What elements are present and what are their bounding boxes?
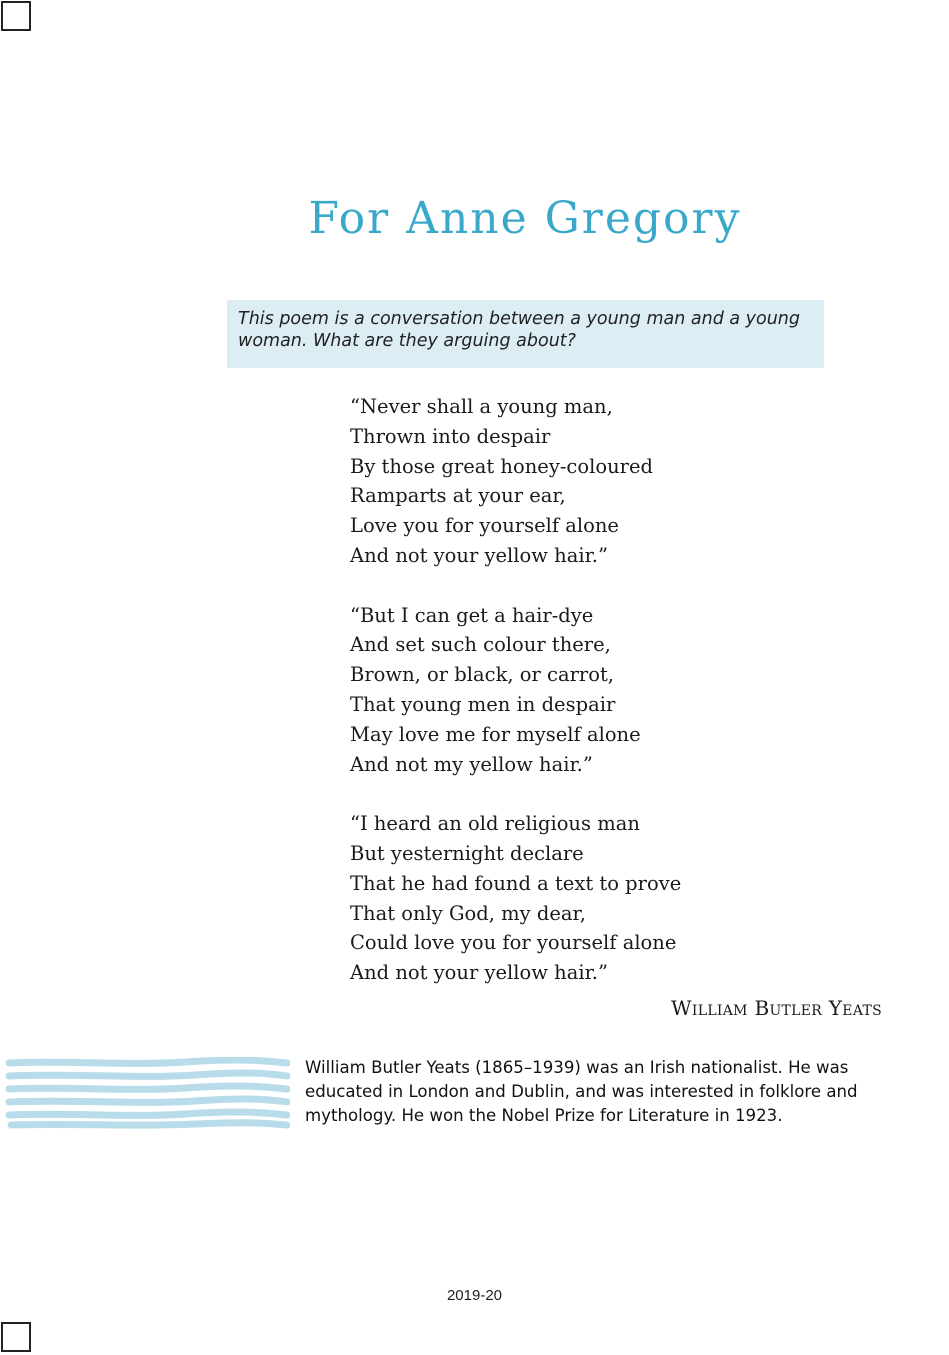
poem-line: “Never shall a young man, [350, 395, 613, 418]
poem-line: And not my yellow hair.” [350, 752, 593, 776]
poem-line: “But I can get a hair-dye [350, 603, 594, 627]
author-name: William Butler Yeats [671, 996, 882, 1020]
poem-line: And set such colour there, [350, 633, 611, 657]
poem-line: That young men in despair [350, 692, 616, 716]
poem-line: May love me for myself alone [350, 722, 641, 746]
stanza-3 [350, 809, 681, 988]
poem-line: Could love you for yourself alone [350, 931, 677, 955]
poem-line: Love you for yourself alone [350, 514, 619, 538]
poem-body [350, 392, 681, 988]
author-bio: William Butler Yeats (1865–1939) was an Irish nationalist. He was educated in London and Dublin, and was interested in folklore and mythology. He won the Nobel Prize for Literature in 1923. [305, 1058, 858, 1125]
crop-mark-bottom [1, 1322, 31, 1352]
poem-line: Thrown into despair [350, 424, 551, 448]
poem-line: And not your yellow hair.” [350, 961, 608, 985]
stanza-2 [350, 601, 681, 780]
poem-line: That only God, my dear, [350, 901, 586, 925]
intro-box: This poem is a conversation between a young man and a young woman. What are they arguing about? [227, 300, 824, 368]
poem-line: That he had found a text to prove [350, 871, 682, 895]
poem-line: And not your yellow hair.” [350, 543, 608, 567]
stanza-1 [350, 392, 681, 571]
crop-mark-top [1, 1, 31, 31]
poem-title: For Anne Gregory [308, 193, 742, 244]
poem-line: By those great honey-coloured [350, 454, 653, 478]
poem-line: Brown, or black, or carrot, [350, 663, 615, 687]
footer-year: 2019-20 [446, 1287, 503, 1304]
decorative-lines [5, 1057, 290, 1129]
poem-line: But yesternight declare [350, 841, 584, 865]
poem-line: “I heard an old religious man [350, 812, 640, 836]
poem-line: Ramparts at your ear, [350, 484, 566, 508]
